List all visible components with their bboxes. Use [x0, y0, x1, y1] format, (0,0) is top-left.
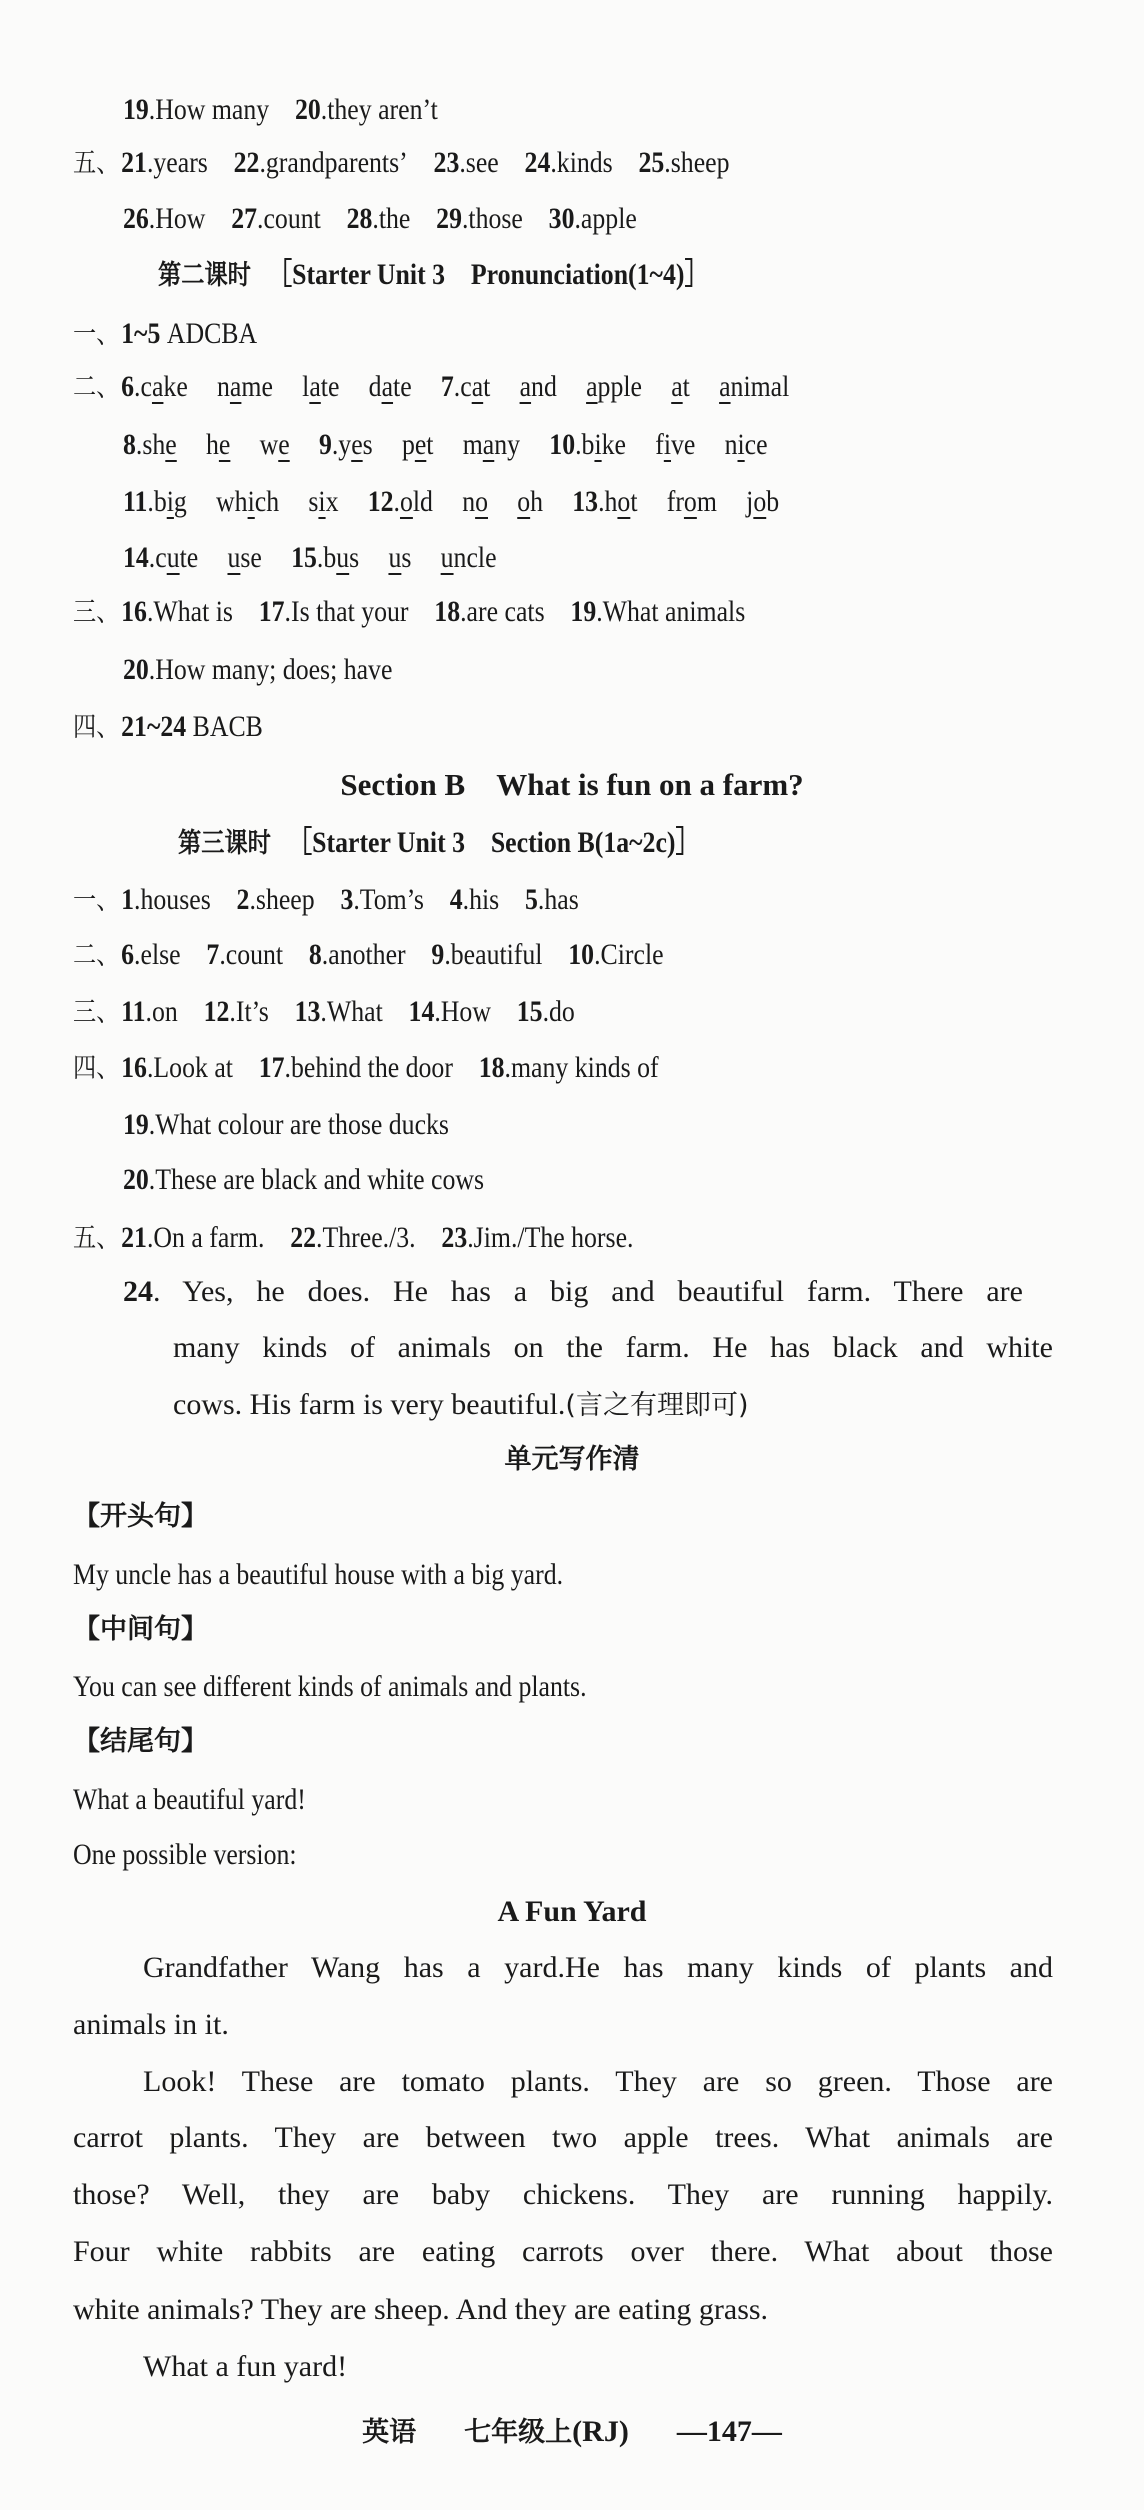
underlined-letter: i	[663, 428, 672, 461]
item-number: 13	[572, 485, 599, 518]
answer-text: .Jim./The horse.	[467, 1221, 634, 1254]
middle-sentence: You can see different kinds of animals and plants.	[73, 1670, 587, 1703]
item-dot: .	[148, 541, 156, 574]
item-number: 16	[121, 595, 147, 628]
lesson-2-heading	[158, 250, 1142, 300]
underlined-letter: i	[166, 485, 174, 518]
underlined-letter: i	[737, 428, 745, 461]
essay-p1-line1: Grandfather Wang has a yard.He has many kinds of plants and	[143, 1951, 1053, 1984]
answer-text: .These are black and white cows	[148, 1163, 485, 1196]
item-number: 7	[206, 938, 220, 971]
essay-p2-line2: carrot plants. They are between two apple trees. What animals are	[73, 2121, 1053, 2154]
answer-text: .his	[462, 883, 500, 916]
item-number: 15	[516, 995, 543, 1028]
item-number: 8	[308, 938, 322, 971]
lesson2-q4	[73, 702, 1057, 752]
underlined-letter: u	[227, 541, 241, 574]
item-number: 20	[294, 93, 321, 126]
answer-text: . Yes, he does. He has a big and beautiful farm. There are	[153, 1275, 1023, 1308]
answer-text: .sheep	[249, 883, 315, 916]
answer-text: .another	[321, 938, 406, 971]
essay-title: A Fun Yard	[497, 1895, 647, 1928]
item-number: 10	[549, 428, 576, 461]
pronunciation-word: which	[216, 485, 280, 518]
lesson2-q3-line1	[73, 587, 1057, 637]
pronunciation-word: use	[227, 541, 262, 574]
item-dot: .	[575, 428, 582, 461]
item-number: 22	[290, 1221, 317, 1254]
underlined-letter: o	[399, 485, 413, 518]
underlined-letter: a	[586, 370, 598, 403]
underlined-letter: a	[309, 370, 321, 403]
pronunciation-word: big	[153, 485, 187, 518]
pronunciation-word: hot	[604, 485, 638, 518]
lesson-title-en: ［Starter Unit 3 Pronunciation(1~4)］	[266, 258, 711, 291]
underlined-letter: o	[517, 485, 531, 518]
item-number: 14	[123, 541, 149, 574]
question-label: 五、	[73, 1223, 120, 1254]
lesson3-q4-item19	[123, 1100, 1107, 1150]
pronunciation-word: bus	[323, 541, 360, 574]
item-number: 4	[449, 883, 463, 916]
item-dot: .	[147, 485, 154, 518]
answer-text: .count	[219, 938, 284, 971]
answer-text: .Tom’s	[353, 883, 424, 916]
pronunciation-word: us	[388, 541, 412, 574]
underlined-letter: a	[471, 370, 484, 403]
item-number: 9	[318, 428, 332, 461]
page-number: —147—	[676, 2415, 782, 2448]
answer-text: .What colour are those ducks	[148, 1108, 449, 1141]
pronunciation-word: job	[746, 485, 780, 518]
essay-p2-line5: white animals? They are sheep. And they are eating grass.	[73, 2293, 769, 2326]
essay-p2-line3: those? Well, they are baby chickens. They are running happily.	[73, 2178, 1053, 2211]
item-number: 24	[123, 1275, 153, 1308]
answer-text: .sheep	[664, 146, 730, 179]
pronunciation-word: animal	[719, 370, 790, 403]
question-label: 一、	[73, 319, 120, 350]
underlined-letter: e	[351, 428, 363, 461]
item-number: 17	[258, 595, 285, 628]
item-number: 23	[433, 146, 460, 179]
pronunciation-row	[123, 485, 808, 518]
pronunciation-word: many	[462, 428, 521, 461]
item-number: 20	[123, 1163, 149, 1196]
pronunciation-word: five	[655, 428, 696, 461]
pronunciation-word: bike	[581, 428, 626, 461]
answer-text: .houses	[134, 883, 211, 916]
answer-text: cows. His farm is very beautiful.	[173, 1388, 566, 1421]
underlined-letter: a	[229, 370, 242, 403]
answer-text: .How	[434, 995, 491, 1028]
answer-text: .Look at	[146, 1051, 233, 1084]
answer-text: ADCBA	[160, 317, 258, 350]
item-number: 24	[524, 146, 551, 179]
pronunciation-word: old	[399, 485, 433, 518]
question-label: 一、	[73, 885, 120, 916]
item-number: 27	[231, 202, 258, 235]
lesson3-q5-item24-line3	[173, 1380, 1053, 1430]
item-dot: .	[393, 485, 400, 518]
item-number: 6	[121, 938, 135, 971]
essay-p2-line1: Look! These are tomato plants. They are so green. Those are	[143, 2065, 1053, 2098]
lesson3-q5-line1	[73, 1213, 1057, 1263]
pronunciation-word: uncle	[440, 541, 497, 574]
answer-text: .on	[145, 995, 178, 1028]
item-range: 1~5	[121, 317, 161, 350]
underlined-letter: i	[247, 485, 255, 518]
question-label: 二、	[73, 940, 120, 971]
essay-p3: What a fun yard!	[143, 2350, 348, 2383]
pronunciation-word: nice	[724, 428, 768, 461]
sample-version-label: One possible version:	[73, 1838, 297, 1871]
underlined-letter: i	[318, 485, 326, 518]
lesson2-q2-row2	[123, 420, 1107, 470]
pronunciation-word: from	[666, 485, 717, 518]
item-number: 10	[568, 938, 595, 971]
item-number: 19	[123, 93, 149, 126]
underlined-letter: e	[278, 428, 290, 461]
item-number: 18	[478, 1051, 505, 1084]
item-dot: .	[598, 485, 605, 518]
page-footer	[0, 2407, 1144, 2457]
item-number: 19	[570, 595, 597, 628]
answer-text: .count	[257, 202, 321, 235]
underlined-letter: a	[482, 428, 495, 461]
grading-note: (言之有理即可)	[565, 1390, 749, 1421]
opening-sentence: My uncle has a beautiful house with a big yard.	[73, 1558, 564, 1591]
item-number: 15	[291, 541, 317, 574]
footer-edition: (RJ)	[572, 2415, 629, 2448]
underlined-letter: i	[594, 428, 602, 461]
underlined-letter: a	[519, 370, 532, 403]
answer-text: .Three./3.	[316, 1221, 416, 1254]
item-number: 29	[436, 202, 462, 235]
answer-text: .many kinds of	[504, 1051, 659, 1084]
item-number: 5	[524, 883, 538, 916]
footer-subject: 英语	[362, 2417, 417, 2448]
pronunciation-word: he	[206, 428, 231, 461]
lesson3-q3	[73, 987, 1057, 1037]
pronunciation-word: cake	[140, 370, 188, 403]
item-dot: .	[331, 428, 339, 461]
answer-text: .apple	[574, 202, 637, 235]
pronunciation-word: she	[142, 428, 177, 461]
ending-sentence: What a beautiful yard!	[73, 1783, 306, 1816]
item-number: 2	[236, 883, 250, 916]
underlined-letter: e	[165, 428, 177, 461]
answer-text: .It’s	[229, 995, 269, 1028]
item-number: 1	[121, 883, 135, 916]
pronunciation-word: oh	[517, 485, 544, 518]
item-number: 3	[340, 883, 354, 916]
pronunciation-word: pet	[401, 428, 434, 461]
item-number: 11	[121, 995, 146, 1028]
item-number: 28	[346, 202, 373, 235]
answer-text: .the	[372, 202, 411, 235]
item-number: 6	[121, 370, 135, 403]
lesson2-q1	[73, 309, 1057, 359]
answer-text: BACB	[186, 710, 263, 743]
answer-text: .On a farm.	[146, 1221, 265, 1254]
pronunciation-word: apple	[586, 370, 642, 403]
lesson3-q5-item24-line2: many kinds of animals on the farm. He has black and white	[173, 1331, 1053, 1364]
underlined-letter: e	[414, 428, 427, 461]
answer-text: .beautiful	[444, 938, 543, 971]
section-b-heading: Section B What is fun on a farm?	[340, 767, 804, 802]
underlined-letter: a	[719, 370, 731, 403]
pronunciation-row	[123, 541, 526, 574]
lesson-3-heading	[178, 818, 1144, 868]
answer-text: .behind the door	[284, 1051, 453, 1084]
item-number: 23	[441, 1221, 468, 1254]
underlined-letter: o	[753, 485, 767, 518]
ending-sentence-label: 【结尾句】	[73, 1726, 208, 1757]
lesson2-q2-row4	[123, 533, 1107, 583]
item-number: 12	[367, 485, 394, 518]
answer-text: .Circle	[594, 938, 664, 971]
answer-text: .do	[542, 995, 575, 1028]
item-number: 13	[294, 995, 321, 1028]
underlined-letter: e	[218, 428, 231, 461]
item-range: 21~24	[121, 710, 187, 743]
essay-p1-line2: animals in it.	[73, 2008, 229, 2041]
underlined-letter: u	[166, 541, 180, 574]
lesson-title-cn: 第二课时	[158, 260, 251, 291]
pronunciation-word: date	[368, 370, 412, 403]
underlined-letter: u	[336, 541, 350, 574]
writing-section-title: 单元写作清	[504, 1444, 640, 1475]
answer-text: .kinds	[550, 146, 613, 179]
item-number: 9	[431, 938, 445, 971]
item-number: 26	[123, 202, 149, 235]
underlined-letter: u	[388, 541, 402, 574]
item-number: 12	[203, 995, 230, 1028]
underlined-letter: a	[381, 370, 394, 403]
lesson-title-en: ［Starter Unit 3 Section B(1a~2c)］	[286, 826, 702, 859]
answer-text: .What animals	[596, 595, 746, 628]
question-label: 三、	[73, 597, 120, 628]
item-number: 21	[121, 146, 147, 179]
answer-text: .What is	[146, 595, 233, 628]
underlined-letter: u	[440, 541, 454, 574]
item-number: 8	[123, 428, 136, 461]
lesson3-q2	[73, 930, 1057, 980]
item-number: 20	[123, 653, 149, 686]
lesson3-q1	[73, 875, 1057, 925]
item-dot: .	[134, 370, 141, 403]
answer-text: .has	[537, 883, 579, 916]
answer-text: .years	[146, 146, 208, 179]
item-number: 30	[548, 202, 575, 235]
question-label: 三、	[73, 997, 120, 1028]
pronunciation-row	[123, 428, 797, 461]
item-number: 11	[123, 485, 148, 518]
pronunciation-word: we	[259, 428, 290, 461]
question-label: 四、	[73, 1053, 120, 1084]
pronunciation-word: cute	[155, 541, 199, 574]
item-number: 19	[123, 1108, 149, 1141]
pronunciation-word: name	[217, 370, 273, 403]
lesson2-q2-row1	[73, 362, 1057, 412]
pronunciation-word: six	[308, 485, 339, 518]
item-number: 16	[121, 1051, 147, 1084]
pronunciation-word: no	[462, 485, 489, 518]
lesson3-q4-line1	[73, 1043, 1057, 1093]
lesson3-q5-item24-line1	[123, 1267, 1023, 1317]
underlined-letter: o	[617, 485, 631, 518]
pronunciation-word: and	[519, 370, 557, 403]
item-number: 14	[408, 995, 435, 1028]
item-number: 22	[233, 146, 260, 179]
item-number: 25	[638, 146, 665, 179]
answer-text: .those	[461, 202, 523, 235]
answer-text: .else	[134, 938, 181, 971]
item-number: 7	[440, 370, 454, 403]
footer-grade: 七年级上	[464, 2417, 573, 2448]
answer-text: .How many; does; have	[148, 653, 393, 686]
answer-line-21-25	[73, 138, 1057, 188]
item-number: 18	[434, 595, 461, 628]
underlined-letter: o	[475, 485, 489, 518]
answer-text: .Is that your	[284, 595, 409, 628]
item-number: 17	[258, 1051, 285, 1084]
answer-text: .are cats	[460, 595, 545, 628]
answer-line-19-20	[123, 85, 1107, 135]
middle-sentence-label: 【中间句】	[73, 1614, 208, 1645]
answer-line-26-30	[123, 194, 1107, 244]
question-label: 五、	[73, 148, 120, 179]
question-label: 四、	[73, 712, 120, 743]
opening-sentence-label: 【开头句】	[73, 1501, 208, 1532]
underlined-letter: a	[671, 370, 683, 403]
answer-text: .they aren’t	[320, 93, 438, 126]
lesson2-q2-row3	[123, 477, 1107, 527]
answer-text: .see	[459, 146, 499, 179]
pronunciation-word: at	[671, 370, 690, 403]
item-number: 21	[121, 1221, 147, 1254]
lesson3-q4-item20	[123, 1155, 1107, 1205]
underlined-letter: o	[683, 485, 697, 518]
pronunciation-word: cat	[460, 370, 491, 403]
lesson-title-cn: 第三课时	[178, 828, 271, 859]
item-dot: .	[135, 428, 143, 461]
item-dot: .	[316, 541, 324, 574]
answer-text: .What	[320, 995, 383, 1028]
lesson2-q3-line2	[123, 645, 1107, 695]
question-label: 二、	[73, 372, 120, 403]
pronunciation-row	[121, 370, 818, 403]
answer-text: .How many	[148, 93, 270, 126]
essay-p2-line4: Four white rabbits are eating carrots over there. What about those	[73, 2235, 1053, 2268]
answer-text: .How	[148, 202, 206, 235]
pronunciation-word: late	[302, 370, 340, 403]
answer-text: .grandparents’	[259, 146, 408, 179]
pronunciation-word: yes	[338, 428, 373, 461]
item-dot: .	[453, 370, 461, 403]
underlined-letter: a	[151, 370, 164, 403]
